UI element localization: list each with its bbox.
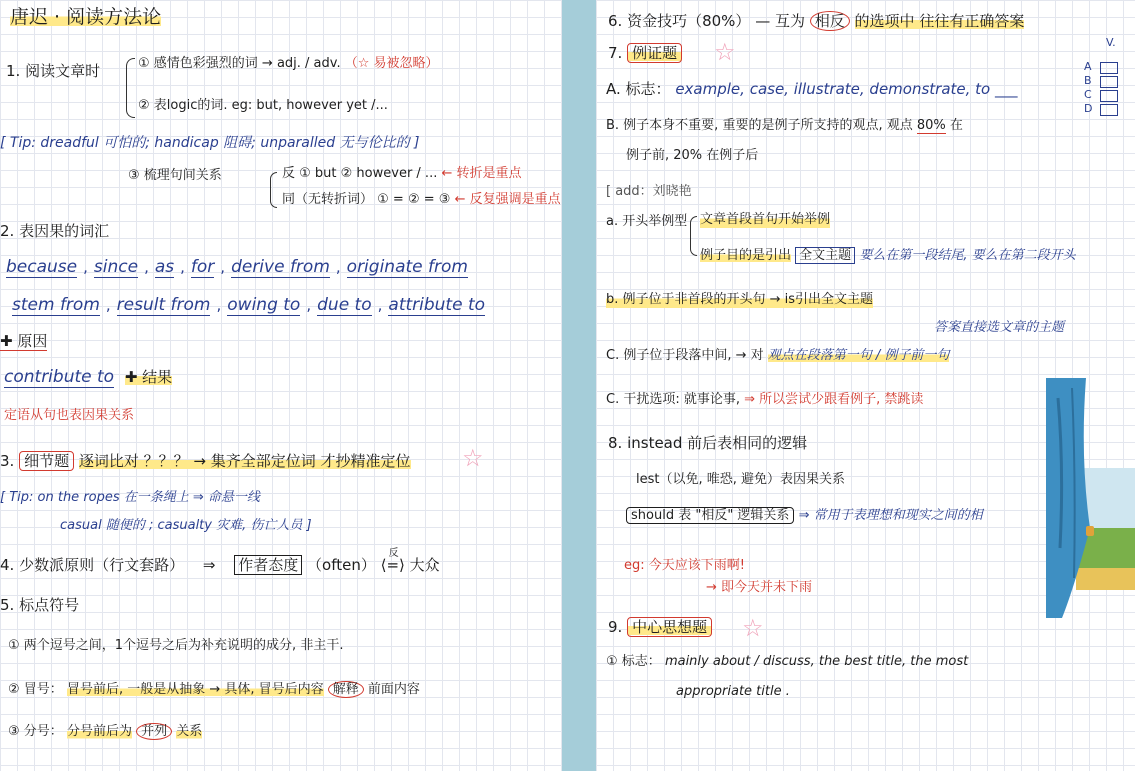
answer-option-box (1100, 76, 1118, 88)
answer-option-box (1100, 62, 1118, 74)
point-1-option-3: ③ 梳理句间关系 (128, 168, 222, 183)
answer-option-letter: D (1084, 102, 1093, 115)
star-icon: ☆ (742, 614, 764, 642)
causal-word: stem from (12, 295, 100, 315)
star-icon: ☆ (714, 38, 736, 66)
separator: , (306, 296, 312, 314)
answer-option-letter: B (1084, 74, 1092, 87)
tip-vocabulary-1: [ Tip: dreadful 可怕的; handicap 阻碍; unparalled 无与伦比的 ] (0, 135, 420, 151)
cause-tag: ✚ 原因 (0, 332, 48, 350)
author-attitude-box: 作者态度 (234, 555, 302, 575)
point-7-a-heading: A. 标志： (606, 80, 671, 98)
point-3 (0, 452, 411, 471)
easy-to-miss-note: （☆ 易被忽略） (344, 56, 439, 71)
point-6-text: 6. 资金技巧（80%） — 互为 (608, 12, 805, 30)
point-4-public: ⟨=⟩ 大众 (380, 556, 440, 574)
point-7 (608, 44, 682, 63)
causal-word: because (6, 257, 78, 277)
point-7-b-line-2: 例子前, 20% 在例子后 (626, 148, 759, 163)
addition-c (606, 346, 949, 365)
addition-c-text: C. 例子位于段落中间, → 对 (606, 348, 764, 363)
point-1-option-1 (138, 54, 439, 73)
colon-heading: ② 冒号： (8, 682, 63, 697)
causal-word: originate from (346, 257, 468, 277)
point-1-option-1-text: ① 感情色彩强烈的词 → adj. / adv. (138, 56, 341, 71)
relation-same (282, 190, 561, 209)
answer-option (1072, 74, 1122, 88)
separator: , (105, 296, 111, 314)
separator: , (335, 258, 341, 276)
contribute-to-phrase: contribute to (4, 367, 115, 387)
point-1-option-2: ② 表logic的词. eg: but, however yet /... (138, 98, 388, 113)
left-notebook-page (0, 0, 562, 771)
relation-contrast (282, 164, 522, 183)
page-title: 唐迟 · 阅读方法论 (10, 6, 162, 28)
causal-words-row-2 (12, 296, 491, 316)
relation-contrast-note: ← 转折是重点 (441, 166, 522, 181)
separator: , (180, 258, 185, 276)
point-3-number: 3. (0, 452, 15, 470)
answer-options-sketch (1072, 36, 1122, 116)
point-9-markers (606, 652, 968, 671)
point-6 (608, 12, 1024, 31)
point-7-a-keywords: example, case, illustrate, demonstrate, to ___ (675, 80, 1018, 98)
contribute-line (4, 368, 172, 388)
notebook-spine (562, 0, 596, 771)
causal-word: owing to (227, 295, 301, 315)
relation-contrast-text: 反 ① but ② however / ... (282, 166, 438, 181)
point-9-number: 9. (608, 618, 623, 636)
addition-heading: [ add：刘晓艳 (606, 184, 692, 199)
point-7-b-text: B. 例子本身不重要, 重要的是例子所支持的观点, 观点 (606, 118, 913, 133)
semicolon-text: 分号前后为 (66, 724, 132, 739)
causal-word: as (154, 257, 175, 277)
addition-c-distractor-red: ⇒ 所以尝试少跟看例子, 禁跳读 (744, 392, 924, 407)
colon-text: 冒号前后, 一般是从抽象 → 具体, 冒号后内容 (66, 682, 324, 697)
separator: , (216, 296, 222, 314)
addition-b: b. 例子位于非首段的开头句 → is引出全文主题 (606, 292, 874, 307)
effect-tag: ✚ 结果 (124, 368, 173, 386)
answer-option (1072, 88, 1122, 102)
point-7-box-label: 例证题 (627, 43, 682, 63)
point-7-number: 7. (608, 44, 623, 62)
opposite-circle: 相反 (810, 11, 850, 31)
point-3-text: 逐词比对 ？？？ → 集齐全部定位词 才抄精准定位 (78, 452, 411, 470)
point-1-heading: 1. 阅读文章时 (6, 62, 101, 80)
answer-option-letter: C (1084, 88, 1092, 101)
answer-option-letter: A (1084, 60, 1092, 73)
separator: , (144, 258, 149, 276)
point-9-markers-words-2: appropriate title . (676, 684, 790, 699)
point-8-example: eg: 今天应该下雨啊! (624, 558, 745, 573)
answer-option-box (1100, 90, 1118, 102)
relation-same-note: ← 反复强调是重点 (454, 192, 561, 207)
point-8-should-tail: ⇒ 常用于表理想和现实之间的相 (798, 508, 983, 523)
should-box: should 表 "相反" 逻辑关系 (626, 507, 794, 524)
causal-word: result from (116, 295, 211, 315)
point-4-often: （often） (307, 556, 376, 574)
addition-c-distractor-text: C. 干扰选项: 就事论事, (606, 392, 740, 407)
answer-option (1072, 60, 1122, 74)
tip-vocabulary-2-line-2: casual 随便的 ; casualty 灾难, 伤亡人员 ] (60, 518, 312, 533)
addition-a-line-2 (700, 246, 1076, 265)
point-4-heading: 4. 少数派原则（行文套路） (0, 556, 185, 574)
point-8-should (626, 506, 983, 525)
point-7-b-tail: 在 (949, 118, 963, 133)
point-9-markers-heading: ① 标志： (606, 654, 661, 669)
separator: , (377, 296, 383, 314)
semicolon-tail: 关系 (176, 724, 203, 739)
point-4-arrow: ⇒ (202, 556, 216, 574)
tip-vocabulary-2-line-1: [ Tip: on the ropes 在一条绳上 ⇒ 命悬一线 (0, 490, 260, 505)
point-2-heading: 2. 表因果的词汇 (0, 222, 110, 240)
star-icon: ☆ (462, 444, 484, 472)
addition-c-blue: 观点在段落第一句 / 例子前一句 (767, 348, 950, 363)
answer-option-box (1100, 104, 1118, 116)
point-8-heading: 8. instead 前后表相同的逻辑 (608, 434, 808, 452)
point-7-b-percent: 80% (916, 118, 946, 133)
causal-word: attribute to (388, 295, 486, 315)
point-5-comma-rule: ① 两个逗号之间，1个逗号之后为补充说明的成分, 非主干. (8, 638, 344, 653)
point-5-semicolon-rule (8, 722, 202, 741)
relation-bracket (270, 172, 277, 208)
point-1-bracket (126, 58, 135, 118)
point-5-heading: 5. 标点符号 (0, 596, 80, 614)
answer-option (1072, 102, 1122, 116)
point-8-lest: lest（以免, 唯恐, 避免）表因果关系 (636, 472, 846, 487)
relation-same-text: 同（无转折词） ① = ② = ③ (282, 192, 451, 207)
cause-tag-line (0, 332, 47, 351)
addition-a-line-1: 文章首段首句开始举例 (700, 212, 831, 227)
separator: , (83, 258, 88, 276)
causal-word: due to (317, 295, 372, 315)
point-5-colon-rule (8, 680, 420, 699)
point-7-a (606, 80, 1018, 99)
point-9-box-label: 中心思想题 (627, 617, 712, 637)
point-9-markers-words: mainly about / discuss, the best title, the most (664, 654, 969, 669)
addition-c-distractor (606, 390, 923, 409)
point-4-contrast-mark: 反 (388, 548, 399, 559)
addition-a-line-2-tail: 要么在第一段结尾, 要么在第二段开头 (859, 248, 1076, 263)
causal-word: since (93, 257, 139, 277)
addition-b-note: 答案直接选文章的主题 (934, 320, 1065, 335)
causal-words-row-1 (6, 258, 474, 278)
point-9 (608, 618, 712, 637)
semicolon-heading: ③ 分号： (8, 724, 63, 739)
full-text-theme-box: 全文主题 (795, 247, 855, 264)
point-3-box-label: 细节题 (19, 451, 74, 471)
addition-a-bracket (690, 216, 697, 256)
addition-a-line-2-text: 例子目的是引出 (700, 248, 792, 263)
point-6-tail: 的选项中 往往有正确答案 (854, 12, 1025, 30)
colon-tail: 前面内容 (367, 682, 420, 697)
attributive-clause-note: 定语从句也表因果关系 (4, 408, 135, 423)
point-8-example-note: → 即今天并未下雨 (706, 580, 813, 595)
parallel-circle: 并列 (136, 723, 172, 740)
addition-a-heading: a. 开头举例型 (606, 214, 688, 229)
curtain-sticker (1046, 378, 1135, 618)
point-4 (0, 548, 440, 575)
point-7-b (606, 116, 963, 135)
options-header: V. (1106, 36, 1116, 49)
separator: , (220, 258, 226, 276)
explain-circle: 解释 (328, 681, 364, 698)
causal-word: for (190, 257, 215, 277)
causal-word: derive from (231, 257, 330, 277)
